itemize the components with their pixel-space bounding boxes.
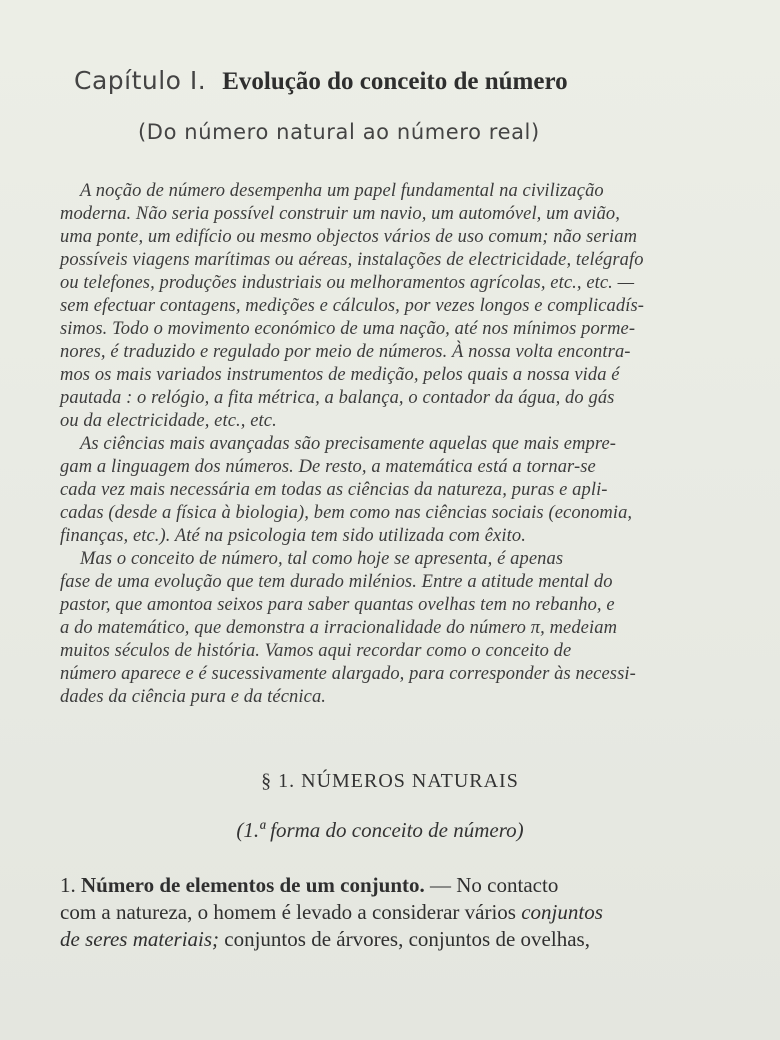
text-line: sem efectuar contagens, medições e cálculos, por vezes longos e complicadís- xyxy=(60,296,645,316)
section-heading: § 1. NÚMEROS NATURAIS xyxy=(261,770,519,792)
text-line: simos. Todo o movimento económico de uma nação, até nos mínimos porme- xyxy=(60,319,636,339)
text-line: cadas (desde a física à biologia), bem como nas ciências sociais (economia, xyxy=(60,503,633,523)
text-line: gam a linguagem dos números. De resto, a matemática está a tornar-se xyxy=(60,457,596,477)
text-line: muitos séculos de história. Vamos aqui recordar como o conceito de xyxy=(60,641,572,661)
chapter-name: Evolução do conceito de número xyxy=(222,68,568,95)
text-line: finanças, etc.). Até na psicologia tem sido utilizada com êxito. xyxy=(60,526,526,546)
paragraph-line1-rest: — No contacto xyxy=(424,873,559,897)
chapter-title xyxy=(74,66,714,96)
text-line: Mas o conceito de número, tal como hoje se apresenta, é apenas xyxy=(80,549,564,569)
text-line: uma ponte, um edifício ou mesmo objectos vários de uso comum; não seriam xyxy=(60,227,638,247)
text-line: a do matemático, que demonstra a irracionalidade do número π, medeiam xyxy=(60,618,618,638)
text-line: ou telefones, produções industriais ou melhoramentos agrícolas, etc., etc. — xyxy=(60,273,635,293)
text-line: pastor, que amontoa seixos para saber quantas ovelhas tem no rebanho, e xyxy=(60,595,615,615)
text-line: dades da ciência pura e da técnica. xyxy=(60,687,327,707)
text-line: cada vez mais necessária em todas as ciências da natureza, puras e apli- xyxy=(60,480,608,500)
text-line: possíveis viagens marítimas ou aéreas, instalações de electricidade, telégrafo xyxy=(60,250,644,270)
paragraph-line2-a: com a natureza, o homem é levado a considerar vários xyxy=(60,900,522,924)
paragraph-number: 1. xyxy=(60,873,76,897)
text-line: moderna. Não seria possível construir um navio, um automóvel, um avião, xyxy=(60,204,620,224)
text-line: pautada : o relógio, a fita métrica, a balança, o contador da água, do gás xyxy=(60,388,615,408)
paragraph-title: Número de elementos de um conjunto. xyxy=(81,873,425,897)
text-line: As ciências mais avançadas são precisamente aquelas que mais empre- xyxy=(80,434,617,454)
paragraph-1 xyxy=(60,872,603,953)
intro-text xyxy=(60,180,644,709)
text-line: nores, é traduzido e regulado por meio de números. À nossa volta encontra- xyxy=(60,342,631,362)
section-subheading: (1.ª forma do conceito de número) xyxy=(236,818,524,842)
paragraph-line2-b: conjuntos xyxy=(521,900,603,924)
chapter-subtitle: (Do número natural ao número real) xyxy=(138,120,540,144)
text-line: mos os mais variados instrumentos de medição, pelos quais a nossa vida é xyxy=(60,365,620,385)
text-line: A noção de número desempenha um papel fundamental na civilização xyxy=(80,181,604,201)
text-line: fase de uma evolução que tem durado milénios. Entre a atitude mental do xyxy=(60,572,613,592)
text-line: número aparece e é sucessivamente alargado, para corresponder às necessi- xyxy=(60,664,636,684)
paragraph-line3-b: conjuntos de árvores, conjuntos de ovelhas, xyxy=(219,927,590,951)
chapter-label: Capítulo I. xyxy=(74,66,207,95)
paragraph-line3-a: de seres materiais; xyxy=(60,927,220,951)
text-line: ou da electricidade, etc., etc. xyxy=(60,411,277,431)
